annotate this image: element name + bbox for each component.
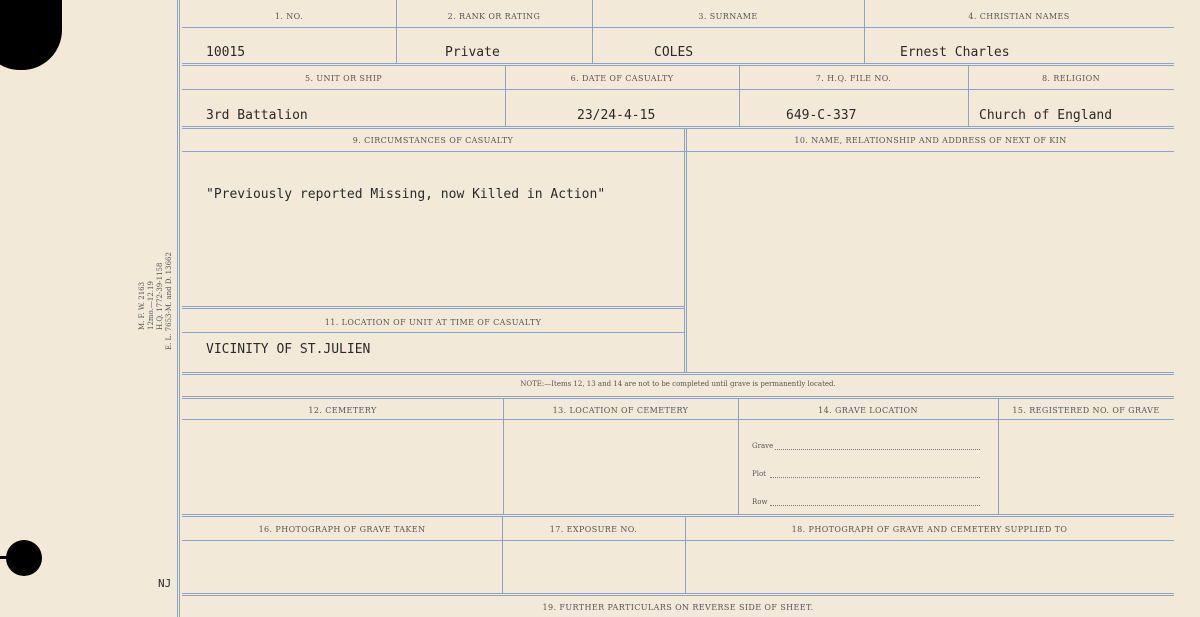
rule: [182, 89, 1174, 90]
plot-field-label: Plot: [752, 470, 766, 478]
rule: [182, 419, 1174, 420]
row-field-line: [770, 505, 980, 506]
rule: [864, 0, 865, 63]
rule: [182, 593, 1174, 596]
punch-hole-top: [0, 0, 62, 70]
header-cemetery: 12. CEMETERY: [308, 406, 377, 415]
header-registered-no: 15. REGISTERED NO. OF GRAVE: [1012, 406, 1160, 415]
rule: [684, 129, 687, 373]
header-photo-supplied: 18. PHOTOGRAPH OF GRAVE AND CEMETERY SUPPLIED TO: [791, 525, 1068, 534]
value-surname: COLES: [654, 45, 694, 60]
header-further: 19. FURTHER PARTICULARS ON REVERSE SIDE OF SHEET.: [542, 603, 814, 612]
value-rank: Private: [445, 45, 500, 60]
header-location-cemetery: 13. LOCATION OF CEMETERY: [552, 406, 689, 415]
punch-hole-line: [0, 556, 12, 559]
value-christian-names: Ernest Charles: [900, 45, 1010, 60]
rule: [182, 27, 1174, 28]
side-print-1: M. F. W. 2163: [138, 281, 146, 330]
rule: [182, 126, 1174, 129]
header-next-of-kin: 10. NAME, RELATIONSHIP AND ADDRESS OF NEXT OF KIN: [794, 136, 1067, 145]
value-circumstances: "Previously reported Missing, now Killed in Action": [206, 187, 606, 202]
rule: [182, 306, 684, 309]
header-christian-names: 4. CHRISTIAN NAMES: [968, 12, 1070, 21]
note-text: NOTE:—Items 12, 13 and 14 are not to be completed until grave is permanently located.: [520, 380, 836, 388]
rule: [182, 63, 1174, 66]
side-print-3: H.Q. 1772-39-1158: [156, 262, 164, 330]
rule: [182, 332, 684, 333]
header-unit: 5. UNIT OR SHIP: [304, 74, 383, 83]
rule: [182, 514, 1174, 517]
header-date: 6. DATE OF CASUALTY: [570, 74, 674, 83]
rule: [503, 399, 504, 515]
value-no: 10015: [206, 45, 246, 60]
rule: [182, 372, 1174, 375]
rule: [182, 396, 1174, 399]
grave-field-line: [775, 449, 980, 450]
header-rank: 2. RANK OR RATING: [447, 12, 541, 21]
rule: [396, 0, 397, 63]
header-religion: 8. RELIGION: [1041, 74, 1101, 83]
value-hq-file: 649-C-337: [786, 108, 857, 123]
header-circumstances: 9. CIRCUMSTANCES OF CASUALTY: [352, 136, 514, 145]
value-religion: Church of England: [979, 108, 1113, 123]
header-location-unit: 11. LOCATION OF UNIT AT TIME OF CASUALTY: [324, 318, 542, 327]
rule: [592, 0, 593, 63]
row-field-label: Row: [752, 498, 768, 506]
header-surname: 3. SURNAME: [698, 12, 758, 21]
value-unit: 3rd Battalion: [206, 108, 308, 123]
header-no: 1. NO.: [274, 12, 304, 21]
margin-mark: NJ: [158, 577, 172, 590]
header-hq-file: 7. H.Q. FILE NO.: [815, 74, 892, 83]
rule: [182, 540, 1174, 541]
rule: [738, 399, 739, 515]
value-date: 23/24-4-15: [577, 108, 656, 123]
rule: [182, 151, 1174, 152]
rule: [998, 399, 999, 515]
grave-field-label: Grave: [752, 442, 774, 450]
value-location-unit: VICINITY OF ST.JULIEN: [206, 342, 371, 357]
left-border: [177, 0, 180, 617]
side-print-4: E. L. 7653-M. and D. 13662: [165, 252, 173, 350]
header-exposure: 17. EXPOSURE NO.: [549, 525, 638, 534]
side-print-2: 12mo.—12.19: [147, 281, 155, 330]
plot-field-line: [770, 477, 980, 478]
header-grave-location: 14. GRAVE LOCATION: [818, 406, 918, 415]
header-photo-taken: 16. PHOTOGRAPH OF GRAVE TAKEN: [258, 525, 426, 534]
